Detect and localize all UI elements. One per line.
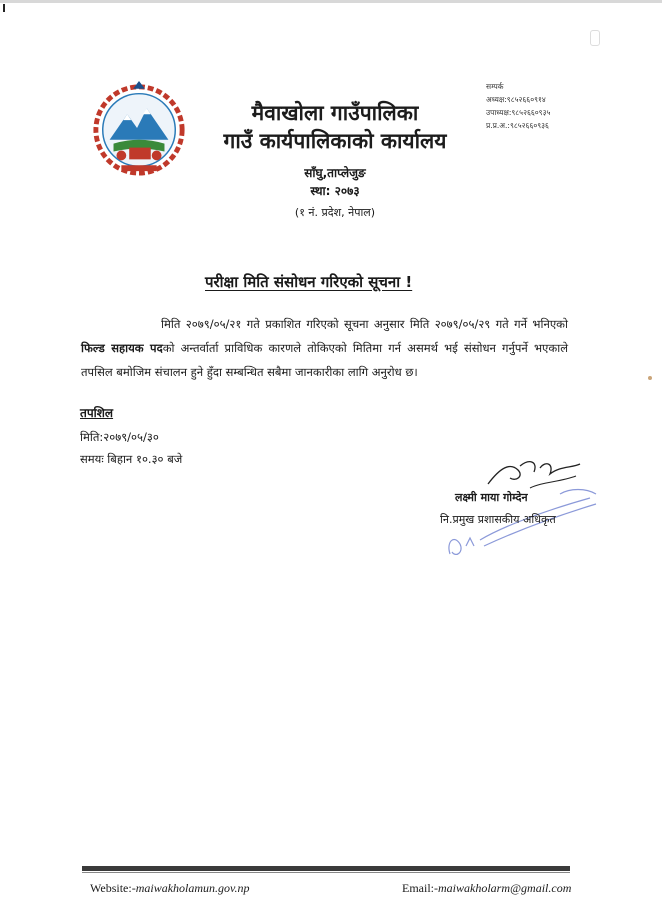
- contact-block: [486, 80, 550, 132]
- footer-website: [90, 881, 249, 896]
- footer-email-label: Email:-: [402, 881, 438, 895]
- footer-divider: [82, 866, 570, 871]
- contact-chairperson: अध्यक्ष:९८५२६६०९१४: [486, 95, 546, 104]
- scan-smudge: [590, 30, 600, 46]
- notice-subject: परीक्षा मिति संसोधन गरिएको सूचना !: [205, 273, 413, 291]
- scan-mark: [3, 4, 5, 12]
- schedule-date: मिति:२०७९/०५/३०: [80, 430, 159, 444]
- notice-body-part1: मिति २०७९/०५/२१ गते प्रकाशित गरिएको सूचना अनुसार मिति २०७९/०५/२९ गते गर्ने भनिएको: [161, 317, 568, 331]
- footer-email-link[interactable]: maiwakholarm@gmail.com: [438, 881, 572, 895]
- office-address: साँघु,ताप्लेजुङ: [304, 166, 366, 180]
- scan-speck: [648, 376, 652, 380]
- nepal-local-government-emblem-icon: [90, 78, 188, 178]
- schedule-time: समयः बिहान १०.३० बजे: [80, 452, 183, 466]
- footer-website-link[interactable]: maiwakholamun.gov.np: [135, 881, 250, 895]
- province-label: (१ नं. प्रदेश, नेपाल): [294, 206, 376, 219]
- notice-body: [81, 312, 568, 384]
- contact-vice-chairperson: उपाध्यक्ष:९८५२६६०९३५: [486, 108, 551, 117]
- signatory-name: लक्ष्मी माया गोम्देन: [455, 491, 528, 504]
- signatory-title: नि.प्रमुख प्रशासकीय अधिकृत: [440, 513, 556, 526]
- footer-email: [402, 881, 571, 896]
- office-title-line1: मैवाखोला गाउँपालिका: [251, 101, 419, 125]
- notice-body-position: फिल्ड सहायक पद: [81, 341, 163, 355]
- scan-edge: [0, 0, 662, 3]
- notice-body-part2: को अन्तर्वार्ता प्राविधिक कारणले तोकिएको मितिमा गर्न असमर्थ भई संसोधन गर्नुपर्ने भएकाले तपसिल बमोजिम संचालन हुने हुँदा सम्बन्धित सबैमा जानकारीका लागि अनुरोध छ।: [81, 341, 568, 379]
- contact-cao: प्र.प्र.अ.:९८५२६६०९३६: [486, 121, 549, 130]
- contact-heading: सम्पर्क: [486, 82, 504, 91]
- footer-website-label: Website:-: [90, 881, 136, 895]
- footer-divider-thin: [82, 872, 570, 873]
- established-year: स्था: २०७३: [310, 184, 360, 198]
- office-title-line2: गाउँ कार्यपालिकाको कार्यालय: [223, 129, 447, 153]
- schedule-heading: तपशिल: [80, 406, 114, 420]
